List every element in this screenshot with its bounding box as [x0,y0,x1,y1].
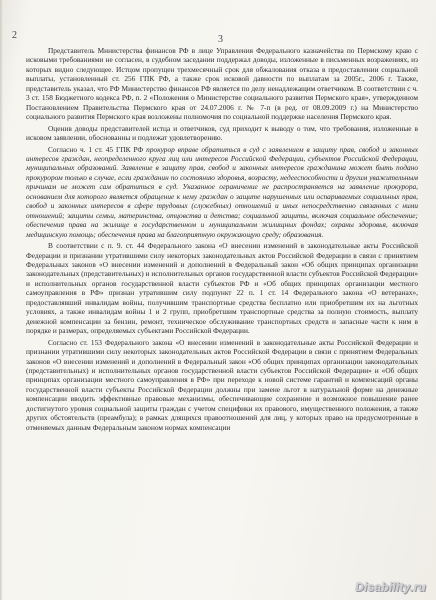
paragraph-gpk-article-45 [26,145,418,240]
gpk-intro-text: Согласно ч. 1 ст. 45 ГПК РФ [48,144,147,154]
paragraph-court-assessment: Оценив доводы представителей истца и ответчиков, суд приходит к выводу о том, что требования, изложенные в исковом заявлении, обоснованны и подлежат удовлетворению. [26,123,418,143]
gpk-quoted-text: прокурор вправе обратиться в суд с заявлением в защиту прав, свобод и законных интересов граждан, неопределенного круга лиц или интересов Российской Федерации, субъектов Российской Федерации, муниципальных образований. Заявление в защиту прав, свобод и законных интересов гражданина может быть подано прокурором только в случае, если гражданин по состоянию здоровья, возрасту, недееспособности и другим уважительным причинам не может сам обратиться в суд. Указанное ограничение не распространяется на заявление прокурора, основанием для которого является обращение к нему граждан о защите нарушенных или оспариваемых социальных прав, свобод и законных интересов в сфере трудовых (служебных) отношений и иных непосредственно связанных с ними отношений; защиты семьи, материнства, отцовства и детства; социальной защиты, включая социальное обеспечение; обеспечения права на жилище в государственном и муниципальном жилищных фондах; охраны здоровья, включая медицинскую помощь; обеспечения права на благоприятную окружающую среду; образования. [26,144,418,239]
page-number: 3 [218,34,223,45]
corner-page-mark: 2 [12,30,17,41]
watermark-logo: Disability.ru [355,580,426,594]
scan-shadow [0,0,3,600]
paragraph-federal-law-article-44: В соответствии с п. 9. ст. 44 Федерального закона «О внесении изменений в законодательные акты Российской Федерации и признании утратившими силу некоторых законодательных актов Российской Федерации в связи с принятием Федеральных законов «О внесении изменений и дополнений в Федеральный закон «Об общих принципах организации законодательных (представительных) и исполнительных органов государственной власти субъектов Российской Федерации» и исполнительных органов государственной власти субъектов РФ и «Об общих принципах организации местного самоуправления в РФ» признан утратившим силу подпункт 22 п. 1 ст. 14 Федерального закона «О ветеранах», предоставлявший инвалидам войны, получившим транспортные средства бесплатно или приобретшим их на льготных условиях, а также инвалидам войны 1 и 2 групп, приобретшим транспортные средства за полную стоимость, выплату денежной компенсации за бензин, ремонт, техническое обслуживание транспортных средств и запасные части к ним в порядке и размерах, определяемых субъектами Российской Федерации. [26,241,418,336]
document-body [26,46,418,432]
paragraph-ministry-position: Представитель Министерства финансов РФ в лице Управления Федерального казначейства по Пермскому краю с исковыми требованиями не согласен, в судебном заседании поддержал доводы, изложенные в письменных возражениях, из которых видно следующее. Истцом пропущен трехмесячный срок для обжалования отказа в предоставлении социальной выплаты, установленный ст. 256 ГПК РФ, а также срок исковой давности по выплатам за 2005г., 2006 г. Также, представитель указал, что РФ Министерство финансов РФ является по делу ненадлежащим ответчиком. В соответствии с ч. 3 ст. 158 Бюджетного кодекса РФ, п. 2 «Положения о Министерстве социального развития Пермского края», утвержденном Постановлением Правительства Пермского края от 24.07.2006 г. № 7-п (в ред. от 08.09.2009 г.) на Министерство социального развития Пермского края возложены полномочия по социальной поддержке населения Пермского края. [26,46,418,122]
paragraph-federal-law-article-153: Согласно ст. 153 Федерального закона «О внесении изменений в законодательные акты Российской Федерации и признании утратившими силу некоторых законодательных актов Российской Федерации в связи с принятием Федеральных законов «О внесении изменений и дополнений в Федеральный закон «Об общих принципах организации законодательных (представительных) и исполнительных органов государственной власти субъектов Российской Федерации» и «Об общих принципах организации местного самоуправления в РФ» при переходе к новой системе гарантий и компенсаций органы государственной власти субъекты Российской Федерации должны при замене льгот в натуральной форме на денежные компенсации вводить эффективные правовые механизмы, обеспечивающие сохранение и возможное повышение ранее достигнутого уровня социальной защиты граждан с учетом специфики их правового, имущественного положения, а также других обстоятельств (преамбула); в рамках длящихся правоотношений для лиц, у которых право на предусмотренные в отменяемых данным Федеральным законом нормах компенсации [26,337,418,432]
